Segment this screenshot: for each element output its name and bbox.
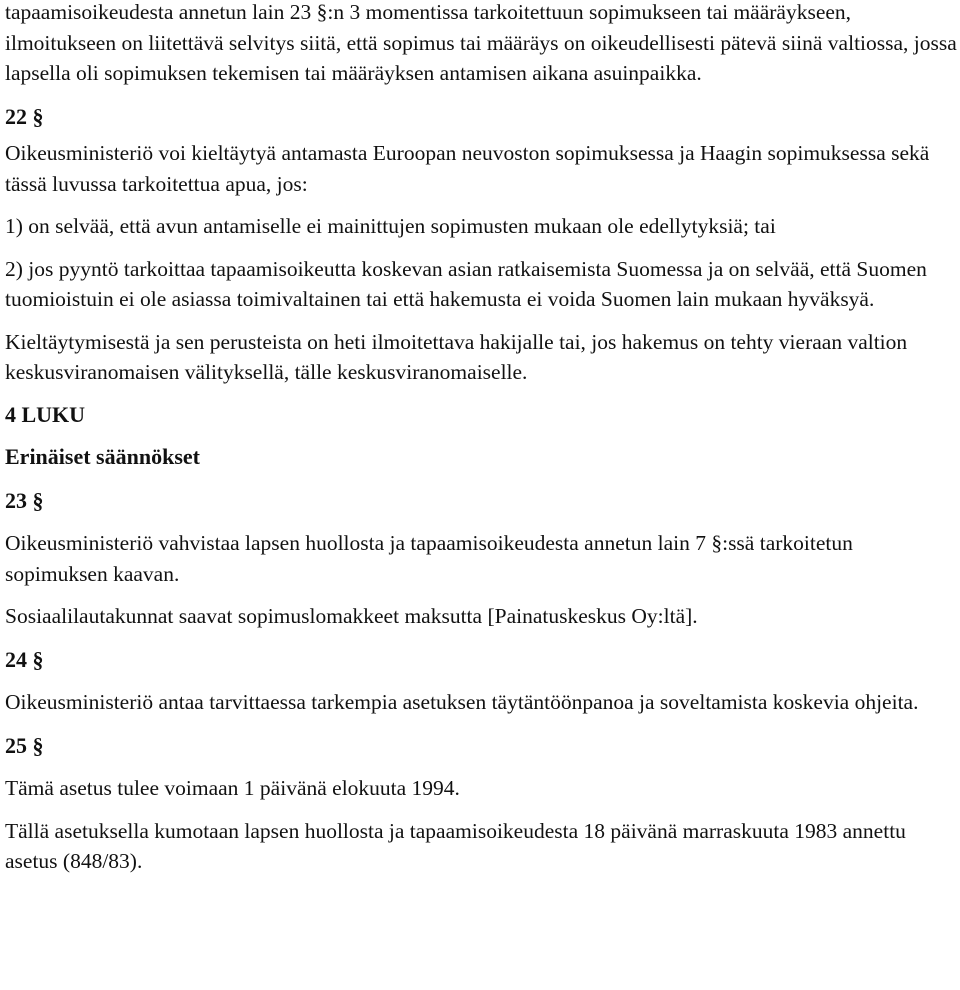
- section-23-paragraph-1: Oikeusministeriö vahvistaa lapsen huollosta ja tapaamisoikeudesta annetun lain 7 §:ssä tarkoitetun sopimuksen kaavan.: [5, 531, 853, 586]
- section-24-heading: 24 §: [5, 646, 44, 672]
- section-25-heading: 25 §: [5, 732, 44, 758]
- chapter-number: 4 LUKU: [5, 401, 86, 427]
- section-22-item-2: 2) jos pyyntö tarkoittaa tapaamisoikeutta koskevan asian ratkaisemista Suomessa ja on selvää, että Suomen tuomioistuin ei ole asiassa toimivaltainen tai että hakemusta ei voida Suomen lain mukaan hyväksyä.: [5, 256, 927, 311]
- section-23-paragraph-2: Sosiaalilautakunnat saavat sopimuslomakkeet maksutta [Painatuskeskus Oy:ltä].: [5, 604, 698, 628]
- chapter-title: Erinäiset säännökset: [5, 444, 200, 469]
- intro-paragraph: tapaamisoikeudesta annetun lain 23 §:n 3 momentissa tarkoitettuun sopimukseen tai määräykseen, ilmoitukseen on liitettävä selvitys siitä, että sopimus tai määräys on oikeudellisesti pätevä siinä valtiossa, jossa lapsella oli sopimuksen tekemisen tai määräyksen antamisen aikana asuinpaikka.: [5, 0, 957, 85]
- document-page: [5, 0, 957, 877]
- section-24-paragraph-1: Oikeusministeriö antaa tarvittaessa tarkempia asetuksen täytäntöönpanoa ja soveltamista koskevia ohjeita.: [5, 690, 919, 714]
- section-23-heading: 23 §: [5, 487, 44, 513]
- section-25-paragraph-2: Tällä asetuksella kumotaan lapsen huollosta ja tapaamisoikeudesta 18 päivänä marraskuuta 1983 annettu asetus (848/83).: [5, 818, 906, 873]
- section-22-heading: 22 §: [5, 103, 44, 129]
- section-22-item-1: 1) on selvää, että avun antamiselle ei mainittujen sopimusten mukaan ole edellytyksiä; tai: [5, 214, 776, 238]
- section-22-paragraph-2: Kieltäytymisestä ja sen perusteista on heti ilmoitettava hakijalle tai, jos hakemus on tehty vieraan valtion keskusviranomaisen välityksellä, tälle keskusviranomaiselle.: [5, 329, 908, 384]
- section-22-paragraph-1: Oikeusministeriö voi kieltäytyä antamasta Euroopan neuvoston sopimuksessa ja Haagin sopimuksessa sekä tässä luvussa tarkoitettua apua, jos:: [5, 141, 930, 196]
- section-25-paragraph-1: Tämä asetus tulee voimaan 1 päivänä elokuuta 1994.: [5, 776, 460, 800]
